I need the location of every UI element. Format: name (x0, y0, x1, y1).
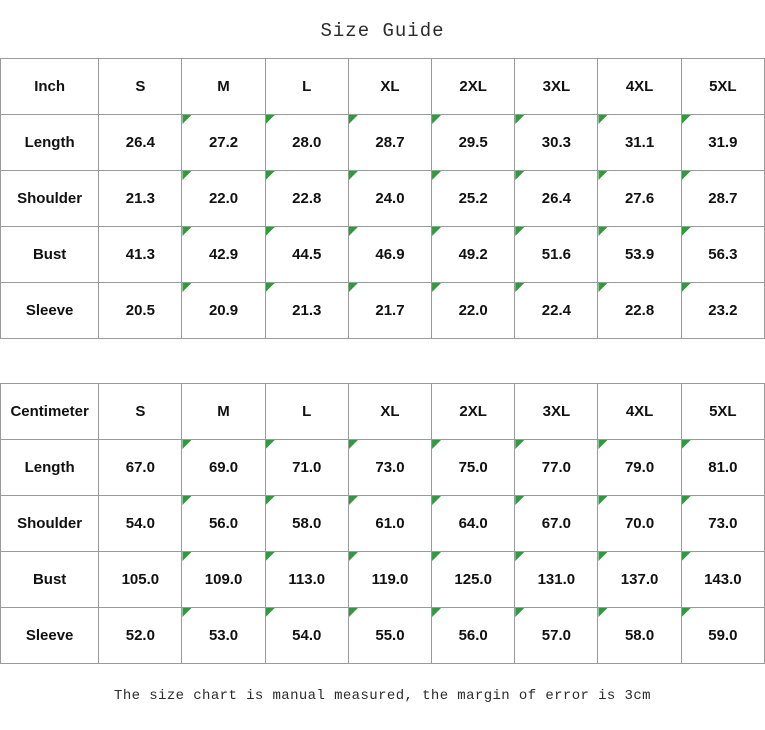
cell-length-s (99, 115, 182, 171)
cell-length-l (265, 440, 348, 496)
corner-marker-icon (515, 552, 524, 561)
cell-shoulder-l (265, 171, 348, 227)
corner-marker-icon (182, 440, 191, 449)
cell-shoulder-4xl (598, 496, 681, 552)
cell-sleeve-s (99, 283, 182, 339)
cell-value: 26.4 (541, 190, 571, 207)
corner-marker-icon (182, 283, 191, 292)
cell-sleeve-2xl (432, 608, 515, 664)
corner-marker-icon (432, 440, 441, 449)
cell-value: 22.0 (208, 190, 239, 207)
corner-marker-icon (349, 608, 358, 617)
corner-marker-icon (349, 440, 358, 449)
cell-sleeve-s (99, 608, 182, 664)
corner-marker-icon (682, 283, 691, 292)
cell-length-xl (348, 440, 431, 496)
table-row (1, 171, 765, 227)
cell-value: 81.0 (708, 459, 738, 476)
page-title: Size Guide (320, 20, 445, 42)
cell-sleeve-xl (348, 283, 431, 339)
cell-value: 21.3 (292, 302, 322, 319)
size-header-s: S (99, 59, 182, 115)
size-header-4xl: 4XL (598, 59, 681, 115)
cell-value: 109.0 (204, 571, 243, 588)
corner-marker-icon (182, 552, 191, 561)
cell-value: 31.9 (708, 134, 738, 151)
corner-marker-icon (682, 496, 691, 505)
unit-label-centimeter: Centimeter (1, 384, 99, 440)
table-row (1, 115, 765, 171)
cell-bust-xl (348, 227, 431, 283)
cell-value: 67.0 (125, 459, 155, 476)
corner-marker-icon (266, 496, 275, 505)
corner-marker-icon (432, 227, 441, 236)
cell-length-3xl (515, 115, 598, 171)
corner-marker-icon (182, 227, 191, 236)
corner-marker-icon (598, 283, 607, 292)
cell-shoulder-s (99, 171, 182, 227)
table-header-row (1, 384, 765, 440)
cell-length-xl (348, 115, 431, 171)
cell-bust-5xl (681, 552, 764, 608)
cell-bust-m (182, 552, 265, 608)
cell-shoulder-4xl (598, 171, 681, 227)
cell-value: 137.0 (620, 571, 659, 588)
cell-value: 26.4 (125, 134, 155, 151)
corner-marker-icon (182, 115, 191, 124)
cell-value: 51.6 (541, 246, 571, 263)
cell-length-2xl (432, 115, 515, 171)
size-header-xl: XL (348, 384, 431, 440)
corner-marker-icon (349, 283, 358, 292)
cell-value: 59.0 (708, 627, 738, 644)
cell-sleeve-m (182, 283, 265, 339)
size-header-m: M (182, 59, 265, 115)
size-header-m: M (182, 384, 265, 440)
cell-bust-l (265, 227, 348, 283)
cell-value: 56.0 (458, 627, 488, 644)
corner-marker-icon (349, 552, 358, 561)
cell-shoulder-2xl (432, 496, 515, 552)
cell-length-5xl (681, 115, 764, 171)
cell-bust-2xl (432, 552, 515, 608)
cell-value: 42.9 (208, 246, 239, 263)
table-row (1, 608, 765, 664)
cell-bust-3xl (515, 227, 598, 283)
corner-marker-icon (432, 171, 441, 180)
corner-marker-icon (682, 227, 691, 236)
size-header-4xl: 4XL (598, 384, 681, 440)
cell-length-4xl (598, 440, 681, 496)
corner-marker-icon (432, 283, 441, 292)
unit-label-inch: Inch (1, 59, 99, 115)
corner-marker-icon (515, 440, 524, 449)
table-row (1, 440, 765, 496)
corner-marker-icon (598, 496, 607, 505)
cell-value: 46.9 (375, 246, 405, 263)
table-row (1, 496, 765, 552)
cell-value: 24.0 (375, 190, 405, 207)
cell-value: 30.3 (541, 134, 571, 151)
cell-value: 79.0 (624, 459, 655, 476)
corner-marker-icon (598, 440, 607, 449)
cell-shoulder-xl (348, 496, 431, 552)
corner-marker-icon (515, 227, 524, 236)
cell-value: 61.0 (375, 515, 405, 532)
corner-marker-icon (266, 115, 275, 124)
cell-value: 41.3 (125, 246, 155, 263)
cell-shoulder-3xl (515, 496, 598, 552)
corner-marker-icon (515, 608, 524, 617)
cell-value: 21.3 (125, 190, 155, 207)
cell-value: 57.0 (541, 627, 571, 644)
cell-bust-4xl (598, 552, 681, 608)
cell-value: 113.0 (288, 571, 326, 588)
corner-marker-icon (266, 227, 275, 236)
corner-marker-icon (682, 552, 691, 561)
row-label-length: Length (1, 115, 99, 171)
cell-bust-xl (348, 552, 431, 608)
cell-value: 44.5 (292, 246, 322, 263)
cell-sleeve-4xl (598, 283, 681, 339)
cell-shoulder-3xl (515, 171, 598, 227)
corner-marker-icon (432, 552, 441, 561)
cell-value: 125.0 (454, 571, 492, 588)
cell-value: 54.0 (292, 627, 322, 644)
size-header-xl: XL (348, 59, 431, 115)
cell-value: 20.5 (125, 302, 155, 319)
measurement-disclaimer: The size chart is manual measured, the margin of error is 3cm (114, 688, 651, 704)
corner-marker-icon (598, 552, 607, 561)
corner-marker-icon (266, 552, 275, 561)
corner-marker-icon (432, 608, 441, 617)
cell-value: 27.6 (624, 190, 655, 207)
corner-marker-icon (349, 115, 358, 124)
cell-sleeve-l (265, 608, 348, 664)
row-label-bust: Bust (1, 552, 99, 608)
cell-length-2xl (432, 440, 515, 496)
cell-value: 58.0 (624, 627, 655, 644)
size-header-3xl: 3XL (515, 384, 598, 440)
corner-marker-icon (266, 440, 275, 449)
cell-value: 70.0 (624, 515, 655, 532)
size-header-s: S (99, 384, 182, 440)
corner-marker-icon (182, 608, 191, 617)
table-row (1, 227, 765, 283)
corner-marker-icon (682, 440, 691, 449)
cell-value: 28.7 (375, 134, 405, 151)
table-row (1, 552, 765, 608)
cell-value: 27.2 (208, 134, 239, 151)
cell-value: 28.0 (292, 134, 322, 151)
cell-sleeve-l (265, 283, 348, 339)
cell-value: 56.0 (208, 515, 239, 532)
cell-value: 58.0 (292, 515, 322, 532)
cell-sleeve-3xl (515, 608, 598, 664)
size-header-5xl: 5XL (681, 384, 764, 440)
cell-value: 22.8 (624, 302, 655, 319)
cell-value: 131.0 (537, 571, 576, 588)
cell-value: 25.2 (458, 190, 488, 207)
cell-length-m (182, 115, 265, 171)
cell-value: 54.0 (125, 515, 155, 532)
cell-value: 52.0 (125, 627, 155, 644)
cell-shoulder-l (265, 496, 348, 552)
cell-value: 56.3 (708, 246, 738, 263)
corner-marker-icon (349, 171, 358, 180)
cell-bust-3xl (515, 552, 598, 608)
size-table-centimeter (0, 383, 765, 664)
cell-shoulder-5xl (681, 496, 764, 552)
corner-marker-icon (515, 496, 524, 505)
cell-length-s (99, 440, 182, 496)
cell-value: 29.5 (458, 134, 488, 151)
cell-value: 22.8 (292, 190, 322, 207)
corner-marker-icon (266, 171, 275, 180)
row-label-length: Length (1, 440, 99, 496)
corner-marker-icon (432, 496, 441, 505)
cell-value: 64.0 (458, 515, 488, 532)
cell-value: 69.0 (208, 459, 239, 476)
corner-marker-icon (182, 171, 191, 180)
corner-marker-icon (182, 496, 191, 505)
size-header-2xl: 2XL (432, 384, 515, 440)
corner-marker-icon (598, 227, 607, 236)
cell-value: 49.2 (458, 246, 488, 263)
cell-value: 105.0 (121, 571, 160, 588)
cell-sleeve-xl (348, 608, 431, 664)
corner-marker-icon (515, 115, 524, 124)
cell-bust-m (182, 227, 265, 283)
cell-shoulder-xl (348, 171, 431, 227)
cell-value: 21.7 (375, 302, 405, 319)
size-header-2xl: 2XL (432, 59, 515, 115)
cell-bust-l (265, 552, 348, 608)
corner-marker-icon (349, 227, 358, 236)
corner-marker-icon (266, 608, 275, 617)
cell-value: 67.0 (541, 515, 571, 532)
cell-value: 23.2 (708, 302, 738, 319)
cell-sleeve-m (182, 608, 265, 664)
cell-value: 22.0 (458, 302, 488, 319)
corner-marker-icon (432, 115, 441, 124)
cell-length-3xl (515, 440, 598, 496)
cell-bust-5xl (681, 227, 764, 283)
cell-shoulder-m (182, 171, 265, 227)
corner-marker-icon (682, 115, 691, 124)
cell-value: 55.0 (375, 627, 405, 644)
cell-value: 22.4 (541, 302, 571, 319)
cell-value: 119.0 (371, 571, 409, 588)
cell-shoulder-m (182, 496, 265, 552)
cell-value: 53.0 (208, 627, 239, 644)
table-row (1, 283, 765, 339)
size-header-3xl: 3XL (515, 59, 598, 115)
cell-bust-2xl (432, 227, 515, 283)
cell-bust-4xl (598, 227, 681, 283)
cell-value: 31.1 (624, 134, 655, 151)
size-header-l: L (265, 59, 348, 115)
corner-marker-icon (515, 171, 524, 180)
corner-marker-icon (349, 496, 358, 505)
cell-sleeve-2xl (432, 283, 515, 339)
cell-value: 53.9 (624, 246, 655, 263)
corner-marker-icon (598, 115, 607, 124)
corner-marker-icon (598, 171, 607, 180)
row-label-sleeve: Sleeve (1, 608, 99, 664)
cell-value: 143.0 (704, 571, 742, 588)
cell-shoulder-s (99, 496, 182, 552)
cell-shoulder-5xl (681, 171, 764, 227)
corner-marker-icon (682, 608, 691, 617)
cell-value: 73.0 (708, 515, 738, 532)
cell-value: 77.0 (541, 459, 571, 476)
cell-length-4xl (598, 115, 681, 171)
size-header-5xl: 5XL (681, 59, 764, 115)
cell-length-5xl (681, 440, 764, 496)
cell-sleeve-4xl (598, 608, 681, 664)
table-header-row (1, 59, 765, 115)
row-label-bust: Bust (1, 227, 99, 283)
corner-marker-icon (266, 283, 275, 292)
cell-value: 28.7 (708, 190, 738, 207)
cell-value: 73.0 (375, 459, 405, 476)
corner-marker-icon (515, 283, 524, 292)
row-label-shoulder: Shoulder (1, 171, 99, 227)
cell-value: 20.9 (208, 302, 239, 319)
cell-value: 75.0 (458, 459, 488, 476)
cell-sleeve-5xl (681, 283, 764, 339)
cell-value: 71.0 (292, 459, 322, 476)
cell-sleeve-3xl (515, 283, 598, 339)
row-label-shoulder: Shoulder (1, 496, 99, 552)
cell-shoulder-2xl (432, 171, 515, 227)
cell-bust-s (99, 227, 182, 283)
corner-marker-icon (598, 608, 607, 617)
cell-length-l (265, 115, 348, 171)
size-table-inch (0, 58, 765, 339)
corner-marker-icon (682, 171, 691, 180)
size-header-l: L (265, 384, 348, 440)
row-label-sleeve: Sleeve (1, 283, 99, 339)
cell-sleeve-5xl (681, 608, 764, 664)
cell-bust-s (99, 552, 182, 608)
table-separator (0, 339, 765, 383)
cell-length-m (182, 440, 265, 496)
